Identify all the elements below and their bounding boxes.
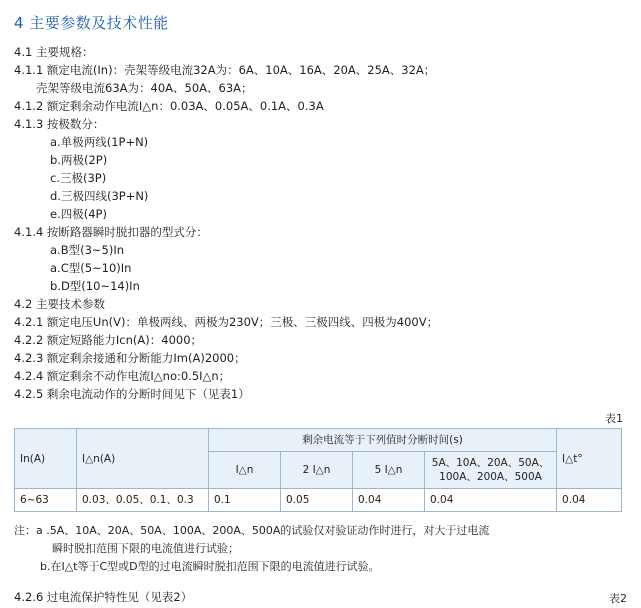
- table-cell: 6~63: [15, 489, 77, 512]
- table-header-cell: 2 I△n: [281, 452, 353, 489]
- body-line: d.三极四线(3P+N): [50, 189, 149, 203]
- table-cell: 0.1: [209, 489, 281, 512]
- table-cell: 0.04: [557, 489, 622, 512]
- table2-caption: 表2: [609, 592, 627, 605]
- table1-caption: 表1: [605, 412, 623, 425]
- body-lines: [14, 43, 627, 403]
- table-cell: 0.04: [425, 489, 557, 512]
- note-line: b.在I△t等于C型或D型的过电流瞬时脱扣范围下限的电流值进行试验。: [40, 560, 380, 573]
- body-line: a.单极两线(1P+N): [50, 135, 149, 149]
- body-line: a.C型(5~10)In: [50, 261, 132, 275]
- table-cell: 0.04: [353, 489, 425, 512]
- note-line: 瞬时脱扣范围下限的电流值进行试验；: [52, 542, 239, 555]
- body-line: 4.1.1 额定电流(In)：壳架等级电流32A为：6A、10A、16A、20A、25A、32A；: [14, 63, 436, 77]
- table-header-cell: I△t°: [557, 429, 622, 489]
- body-line: 4.1.2 额定剩余动作电流I△n：0.03A、0.05A、0.1A、0.3A: [14, 99, 324, 113]
- page-title: 4 主要参数及技术性能: [14, 14, 169, 32]
- body-line: 4.2 主要技术参数: [14, 297, 105, 311]
- table-header-cell: 5 I△n: [353, 452, 425, 489]
- table-notes: [14, 522, 627, 576]
- body-line: 4.2.1 额定电压Un(V)：单极两线、两极为230V；三极、三极四线、四极为400V；: [14, 315, 439, 329]
- note-line: 注：a .5A、10A、20A、50A、100A、200A、500A的试验仅对验证动作时进行，对大于过电流: [14, 524, 490, 537]
- table-header-cell: 剩余电流等于下列值时分断时间(s): [209, 429, 557, 452]
- body-line: 4.1.4 按断路器瞬时脱扣器的型式分：: [14, 225, 208, 239]
- table-cell: 0.03、0.05、0.1、0.3: [77, 489, 209, 512]
- body-line: 4.2.5 剩余电流动作的分断时间见下（见表1）: [14, 387, 250, 401]
- body-line: 壳架等级电流63A为：40A、50A、63A；: [36, 81, 253, 95]
- body-line: b.D型(10~14)In: [50, 279, 140, 293]
- body-line: a.B型(3~5)In: [50, 243, 125, 257]
- table-header-row-top: [15, 429, 622, 452]
- body-line: 4.2.3 额定剩余接通和分断能力Im(A)2000；: [14, 351, 246, 365]
- body-line: 4.2.4 额定剩余不动作电流I△no:0.5I△n；: [14, 369, 231, 383]
- body-line: 4.1 主要规格：: [14, 45, 94, 59]
- table-header-cell: I△n: [209, 452, 281, 489]
- table-residual-current-breaking-time: [14, 428, 622, 512]
- table2-reference: [14, 588, 627, 606]
- body-line: 4.2.2 额定短路能力Icn(A)：4000；: [14, 333, 203, 347]
- body-line: c.三极(3P): [50, 171, 107, 185]
- body-line: 4.1.3 按极数分：: [14, 117, 105, 131]
- table-header-cell: In(A): [15, 429, 77, 489]
- body-line: 4.2.6 过电流保护特性见（见表2）: [14, 590, 193, 604]
- table-header-cell: 5A、10A、20A、50A、100A、200A、500A: [425, 452, 557, 489]
- table-row: [15, 489, 622, 512]
- table-header-cell: I△n(A): [77, 429, 209, 489]
- table-cell: 0.05: [281, 489, 353, 512]
- body-line: e.四极(4P): [50, 207, 107, 221]
- body-line: b.两极(2P): [50, 153, 108, 167]
